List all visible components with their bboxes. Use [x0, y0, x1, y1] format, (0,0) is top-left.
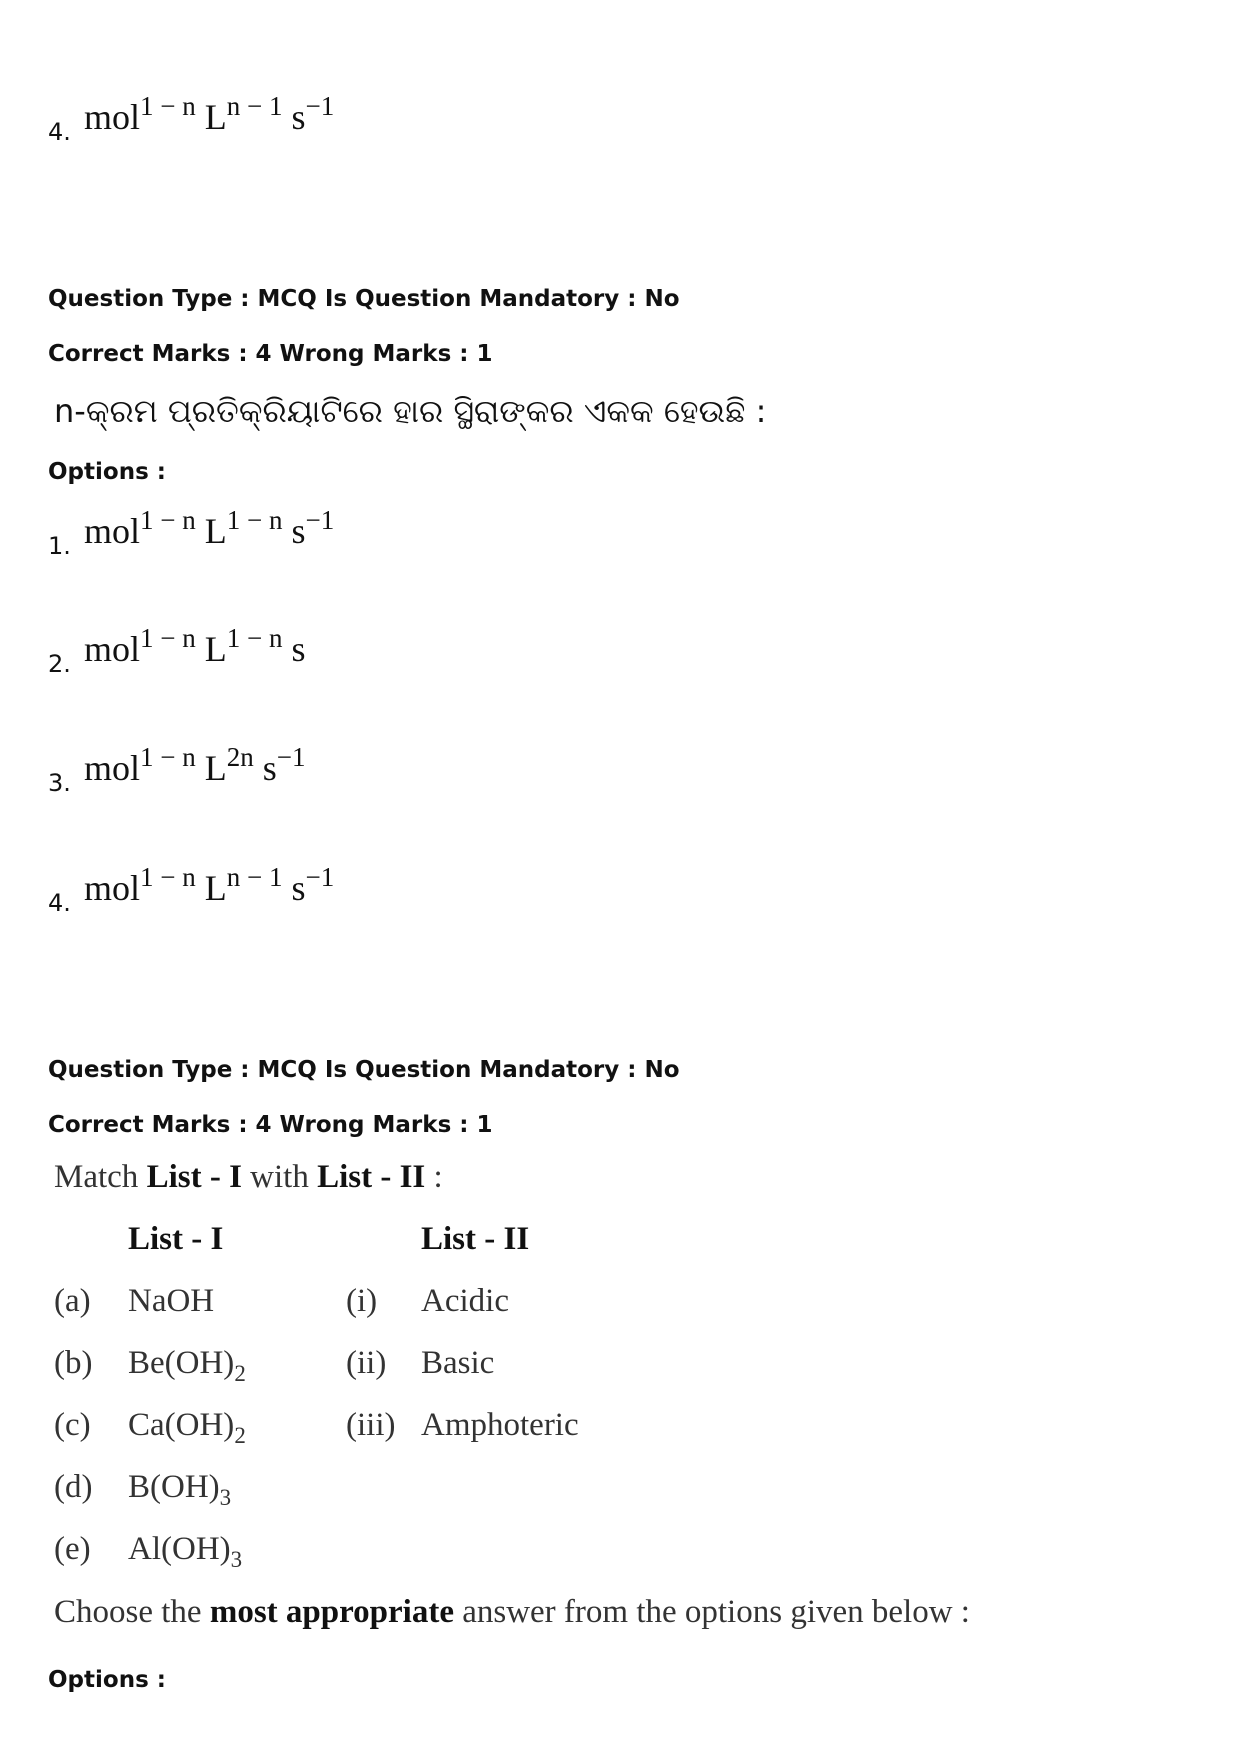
list1-label: (d)	[54, 1469, 93, 1505]
option-formula: mol$^{1 - n}$ $L^{n - 1}$ $s^{-1}$	[84, 91, 335, 137]
option-formula: mol$^{1 - n}$ $L^{n - 1}$ $s^{-1}$	[84, 862, 335, 908]
list2-item: Amphoteric	[421, 1407, 579, 1443]
question-prompt: Match List - I with List - II :	[54, 1159, 443, 1195]
question-prompt: n-କ୍ରମ ପ୍ରତିକ୍ରିୟାଟିରେ ହାର ସ୍ଥିରାଙ୍କର ଏକକ ହେଉଛି :	[54, 392, 767, 430]
list2-header: List - II	[421, 1221, 530, 1257]
option-number: 2.	[48, 650, 71, 678]
list1-item: $Al(OH)_3$	[128, 1531, 243, 1572]
option-formula: mol$^{1 - n}$ $L^{1 - n}$ s	[84, 623, 306, 669]
list2-label: (i)	[346, 1283, 378, 1319]
list1-item: NaOH	[128, 1283, 215, 1319]
marks-line: Correct Marks : 4 Wrong Marks : 1	[48, 341, 493, 367]
option-number: 3.	[48, 769, 71, 797]
option-number: 4.	[48, 118, 71, 146]
options-label: Options :	[48, 459, 166, 485]
list1-label: (a)	[54, 1283, 91, 1319]
list1-item: $B(OH)_3$	[128, 1469, 232, 1510]
list1-label: (e)	[54, 1531, 91, 1567]
options-label: Options :	[48, 1667, 166, 1693]
question-type-line: Question Type : MCQ Is Question Mandatory : No	[48, 286, 680, 312]
question-type-line: Question Type : MCQ Is Question Mandatory : No	[48, 1057, 680, 1083]
option-formula: mol$^{1 - n}$ $L^{2n}$ $s^{-1}$	[84, 742, 306, 788]
option-formula: mol$^{1 - n}$ $L^{1 - n}$ $s^{-1}$	[84, 505, 335, 551]
list1-item: $Ca(OH)_2$	[128, 1407, 246, 1448]
list2-item: Acidic	[421, 1283, 509, 1319]
marks-line: Correct Marks : 4 Wrong Marks : 1	[48, 1112, 493, 1138]
option-number: 1.	[48, 532, 71, 560]
option-number: 4.	[48, 889, 71, 917]
list2-label: (ii)	[346, 1345, 387, 1381]
list1-header: List - I	[128, 1221, 224, 1257]
list2-item: Basic	[421, 1345, 495, 1381]
list1-label: (c)	[54, 1407, 91, 1443]
list1-label: (b)	[54, 1345, 93, 1381]
list1-item: $Be(OH)_2$	[128, 1345, 246, 1386]
instruction-text: Choose the most appropriate answer from the options given below :	[54, 1594, 970, 1630]
list2-label: (iii)	[346, 1407, 396, 1443]
